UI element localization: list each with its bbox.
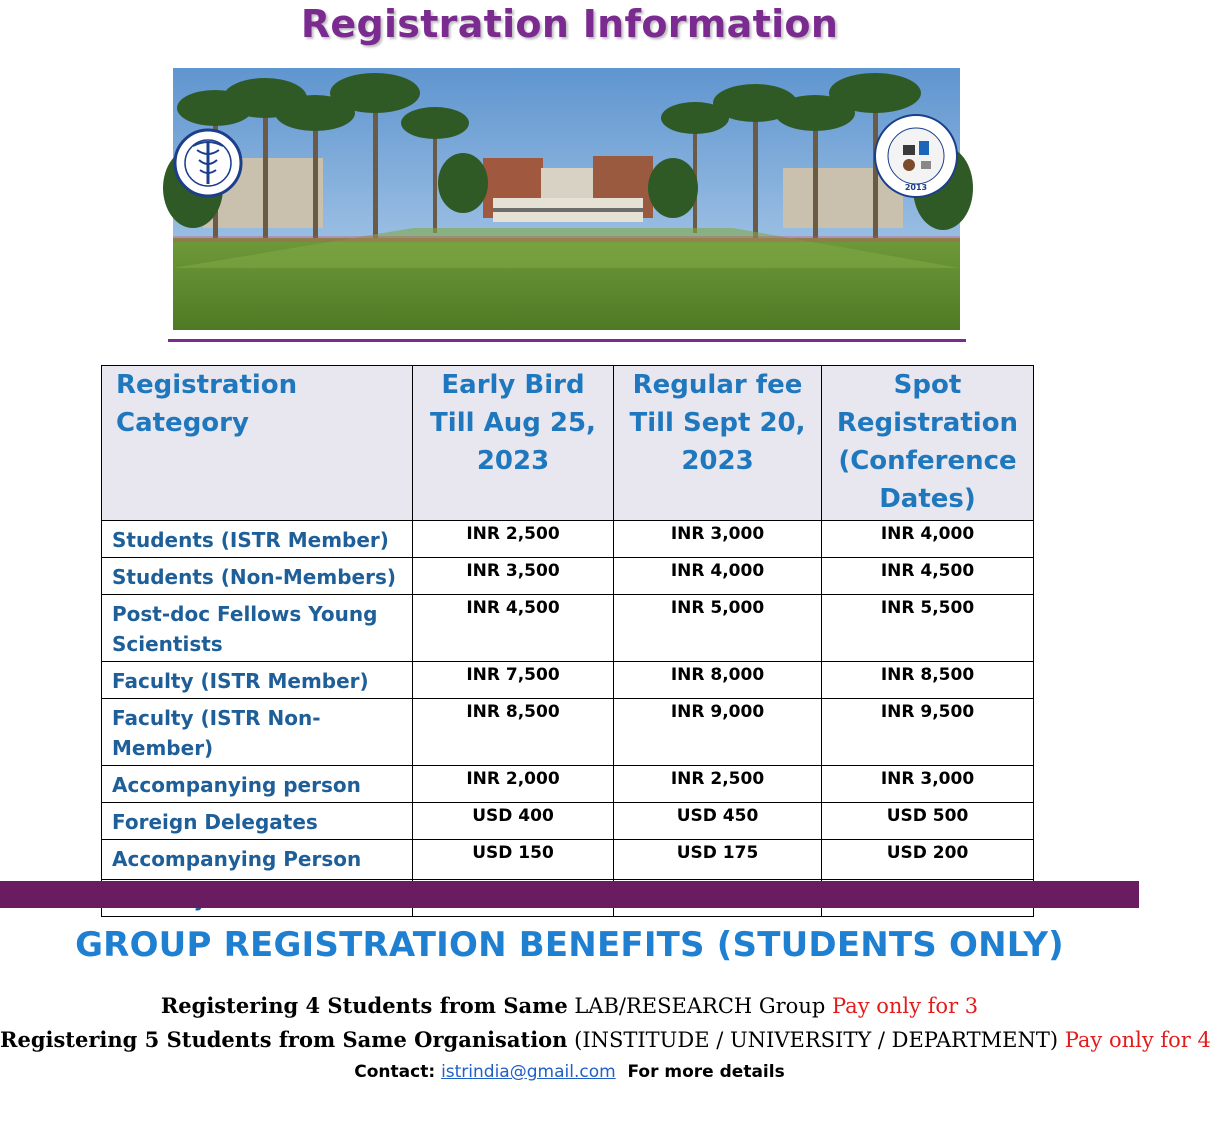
- istr-society-logo-icon: [873, 113, 959, 199]
- table-row: [102, 521, 1034, 558]
- svg-text:2013: 2013: [904, 183, 928, 192]
- spot-fee: INR 4,000: [822, 521, 1034, 558]
- spot-fee: USD 500: [822, 803, 1034, 840]
- header-regular-fee: Regular fee Till Sept 20, 2023: [614, 366, 822, 521]
- row-category: Faculty (ISTR Non-Member): [102, 699, 413, 766]
- table-row: [102, 766, 1034, 803]
- contact-suffix: For more details: [615, 1062, 785, 1082]
- early-bird-fee: INR 7,500: [413, 662, 614, 699]
- benefit-text: LAB/RESEARCH Group: [567, 994, 832, 1018]
- regular-fee: INR 9,000: [614, 699, 822, 766]
- table-row: [102, 840, 1034, 880]
- contact-email-link[interactable]: istrindia@gmail.com: [441, 1062, 616, 1082]
- benefit-offer: Pay only for 4: [1064, 1028, 1211, 1052]
- spot-fee: INR 4,500: [822, 558, 1034, 595]
- spot-fee: USD 200: [822, 840, 1034, 880]
- contact-label: Contact:: [354, 1062, 442, 1082]
- row-category: Post-doc Fellows Young Scientists: [102, 595, 413, 662]
- registration-fee-table: [101, 365, 1034, 917]
- spot-fee: INR 5,500: [822, 595, 1034, 662]
- aiims-caduceus-logo-icon: [173, 128, 243, 198]
- row-category: Faculty (ISTR Member): [102, 662, 413, 699]
- table-row: [102, 662, 1034, 699]
- regular-fee: USD 450: [614, 803, 822, 840]
- benefit-text: (INSTITUDE / UNIVERSITY / DEPARTMENT): [567, 1028, 1065, 1052]
- section-divider-band: [0, 881, 1139, 908]
- regular-fee: USD 175: [614, 840, 822, 880]
- early-bird-fee: USD 400: [413, 803, 614, 840]
- row-category: Foreign Delegates: [102, 803, 413, 840]
- page-title: Registration Information: [300, 2, 839, 46]
- benefit-offer: Pay only for 3: [831, 994, 979, 1018]
- campus-photo: [173, 68, 960, 330]
- row-category: Accompanying person: [102, 766, 413, 803]
- regular-fee: INR 3,000: [614, 521, 822, 558]
- row-category: Students (ISTR Member): [102, 521, 413, 558]
- early-bird-fee: USD 150: [413, 840, 614, 880]
- early-bird-fee: INR 8,500: [413, 699, 614, 766]
- early-bird-fee: INR 3,500: [413, 558, 614, 595]
- contact-line: [0, 1062, 1139, 1082]
- table-row: [102, 699, 1034, 766]
- benefit-text: Registering 4 Students from Same: [160, 993, 568, 1018]
- table-row: [102, 558, 1034, 595]
- row-category: Students (Non-Members): [102, 558, 413, 595]
- early-bird-fee: INR 2,500: [413, 521, 614, 558]
- regular-fee: INR 5,000: [614, 595, 822, 662]
- early-bird-fee: INR 4,500: [413, 595, 614, 662]
- benefit-line-organisation: [0, 1027, 1211, 1052]
- spot-fee: INR 3,000: [822, 766, 1034, 803]
- header-spot-registration: Spot Registration (Conference Dates): [822, 366, 1034, 521]
- header-registration-category: Registration Category: [102, 366, 413, 521]
- spot-fee: INR 9,500: [822, 699, 1034, 766]
- regular-fee: INR 2,500: [614, 766, 822, 803]
- table-header-row: [102, 366, 1034, 521]
- spot-fee: INR 8,500: [822, 662, 1034, 699]
- group-benefits-title: GROUP REGISTRATION BENEFITS (STUDENTS ONLY): [75, 925, 1064, 965]
- early-bird-fee: INR 2,000: [413, 766, 614, 803]
- divider-rule: [168, 339, 966, 342]
- benefit-text: Registering 5 Students from Same Organisation: [0, 1027, 568, 1052]
- table-row: [102, 803, 1034, 840]
- regular-fee: INR 8,000: [614, 662, 822, 699]
- row-category: Accompanying Person: [102, 840, 413, 880]
- benefit-line-lab-group: [0, 993, 1139, 1018]
- table-row: [102, 595, 1034, 662]
- header-early-bird: Early Bird Till Aug 25, 2023: [413, 366, 614, 521]
- regular-fee: INR 4,000: [614, 558, 822, 595]
